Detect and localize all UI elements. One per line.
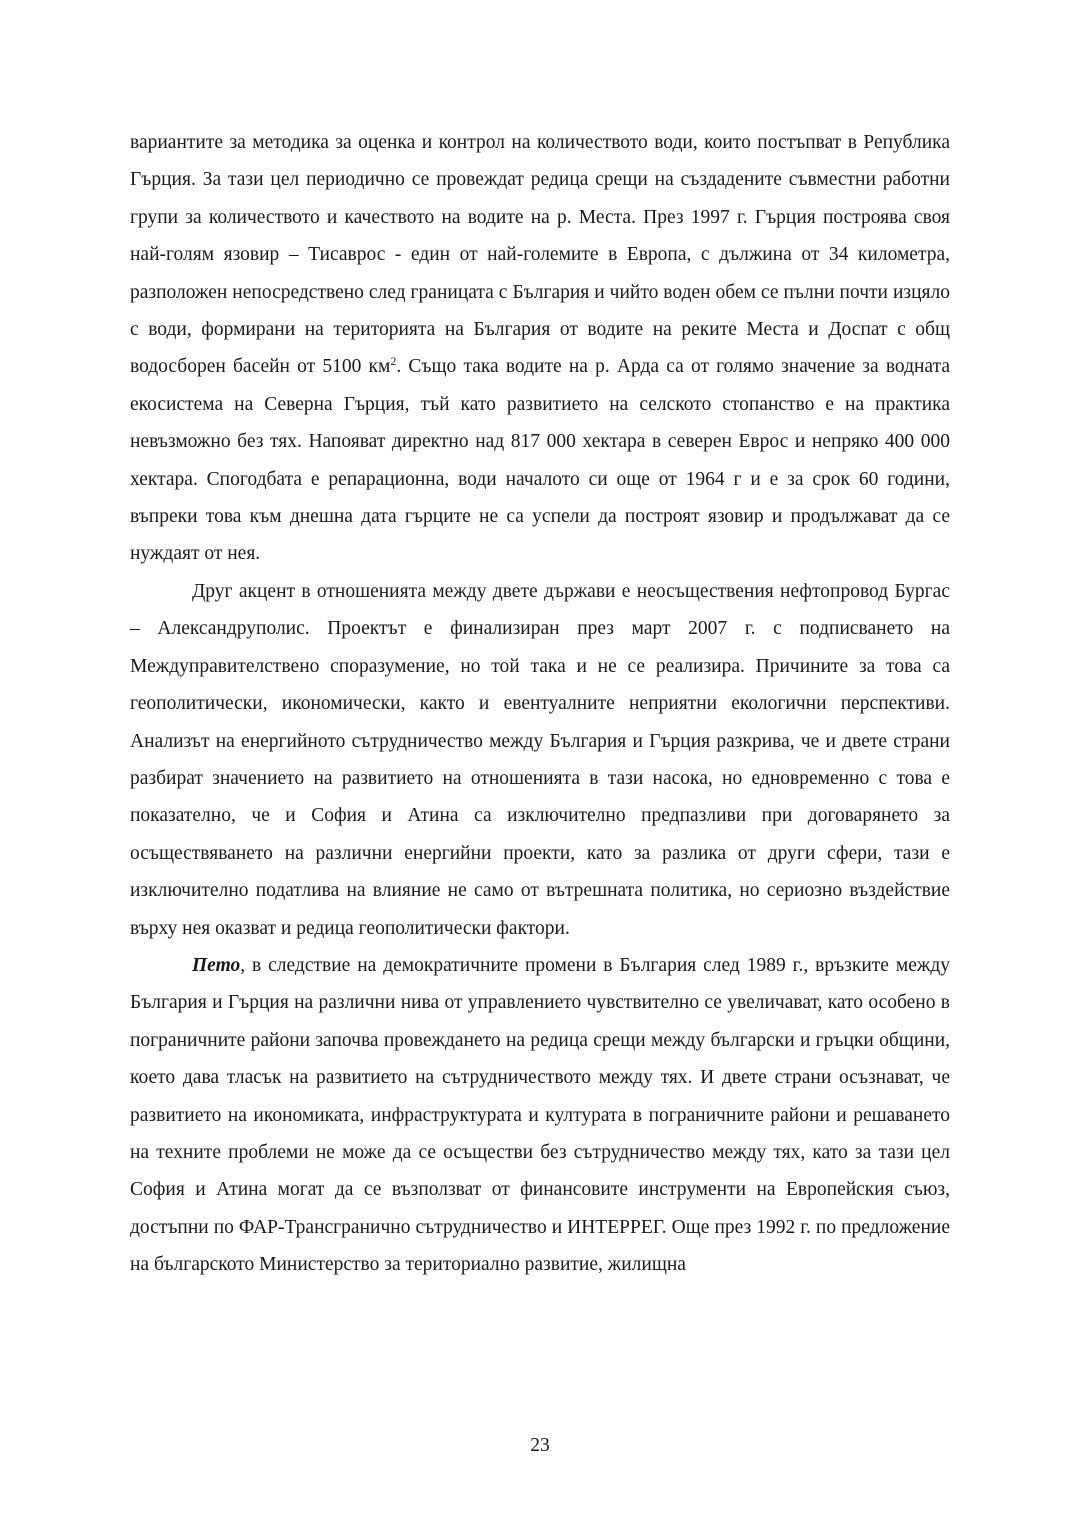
paragraph-3-lead: Пето — [192, 954, 241, 976]
paragraph-1-text-a: вариантите за методика за оценка и контрол на количеството води, които постъпват в Република Гърция. За тази цел периодично се провеждат редица срещи на създадените съвместни работни групи за количеството и качеството на водите на р. Места. През 1997 г. Гърция построява своя най-голям язовир – Тисаврос - един от най-големите в Европа, с дължина от 34 километра, разположен непосредствено след границата с България и чийто воден обем се пълни почти изцяло с води, формирани на територията на България от водите на реките Места и Доспат с общ водосборен басейн от 5100 км — [130, 132, 950, 378]
paragraph-1 — [130, 124, 950, 573]
paragraph-3-text: , в следствие на демократичните промени в България след 1989 г., връзките между България и Гърция на различни нива от управлението чувствително се увеличават, като особено в пограничните райони започва провеждането на редица срещи между български и гръцки общини, което дава тласък на развитието на сътрудничеството между тях. И двете страни осъзнават, че развитието на икономиката, инфраструктурата и културата в пограничните райони и решаването на техните проблеми не може да се осъществи без сътрудничество между тях, като за тази цел София и Атина могат да се възползват от финансовите инструменти на Европейския съюз, достъпни по ФАР-Трансгранично сътрудничество и ИНТЕРРЕГ. Още през 1992 г. по предложение на българското Министерство за териториално развитие, жилищна — [130, 954, 950, 1276]
superscript-2: 2 — [390, 354, 397, 369]
paragraph-2: Друг акцент в отношенията между двете държави е неосъществения нефтопровод Бургас – Александруполис. Проектът е финализиран през март 2007 г. с подписването на Междуправителствено споразумение, но той така и не се реализира. Причините за това са геополитически, икономически, както и евентуалните неприятни екологични перспективи. Анализът на енергийното сътрудничество между България и Гърция разкрива, че и двете страни разбират значението на развитието на отношенията в тази насока, но едновременно с това е показателно, че и София и Атина са изключително предпазливи при договарянето за осъществяването на различни енергийни проекти, като за разлика от други сфери, тази е изключително податлива на влияние не само от вътрешната политика, но сериозно въздействие върху нея оказват и редица геополитически фактори. — [130, 580, 950, 939]
paragraph-3 — [130, 947, 950, 1284]
body-text — [130, 124, 950, 1284]
paragraph-1-text-b: . Също така водите на р. Арда са от голямо значение за водната екосистема на Северна Гърция, тъй като развитието на селското стопанство е на практика невъзможно без тях. Напояват директно над 817 000 хектара в северен Еврос и непряко 400 000 хектара. Спогодбата е репарационна, води началото си още от 1964 г и е за срок 60 години, въпреки това към днешна дата гърците не са успели да построят язовир и продължават да се нуждаят от нея. — [130, 356, 950, 565]
page-number: 23 — [530, 1435, 550, 1456]
